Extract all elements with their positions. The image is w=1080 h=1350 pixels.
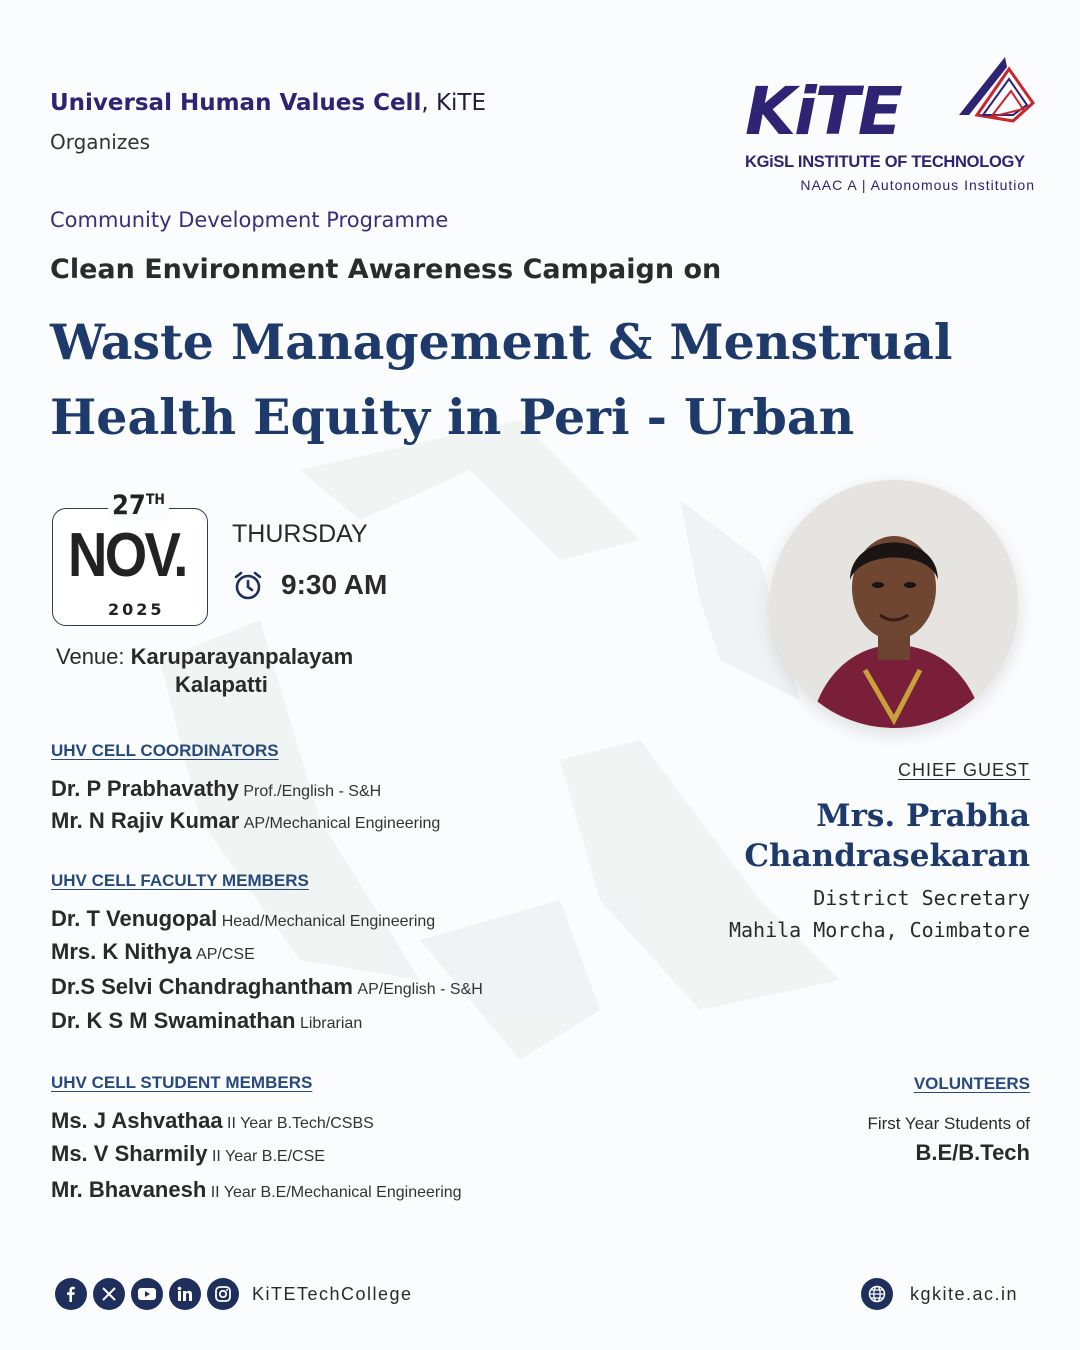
facebook-icon[interactable] (55, 1278, 87, 1310)
chief-guest-portrait (770, 480, 1018, 728)
programme-label: Community Development Programme (50, 208, 449, 232)
chief-guest-name-line2: Chandrasekaran (744, 838, 1030, 874)
person-role: AP/CSE (196, 946, 255, 963)
person-name: Mr. Bhavanesh (51, 1177, 207, 1202)
venue-line1: Karuparayanpalayam (130, 644, 354, 669)
date-day-number: 27 (112, 490, 146, 521)
instagram-icon[interactable] (207, 1278, 239, 1310)
website-link[interactable]: kgkite.ac.in (910, 1284, 1019, 1304)
organizer-line (50, 90, 486, 116)
coordinator-row (51, 776, 381, 802)
venue (56, 642, 353, 672)
students-heading: UHV CELL STUDENT MEMBERS (51, 1073, 313, 1092)
venue-label: Venue: (56, 644, 125, 669)
date-year: 2025 (102, 600, 171, 619)
logo-wordmark: KiTE (745, 73, 901, 150)
logo-institute-name: KGiSL INSTITUTE OF TECHNOLOGY (745, 153, 1025, 171)
alarm-clock-icon (232, 570, 264, 602)
event-title-line1: Waste Management & Menstrual (50, 313, 953, 371)
faculty-row (51, 906, 435, 932)
volunteers-heading: VOLUNTEERS (913, 1074, 1030, 1093)
coordinator-row (51, 808, 440, 834)
campaign-label: Clean Environment Awareness Campaign on (50, 254, 722, 285)
person-role: Prof./English - S&H (243, 783, 382, 800)
organizes-text: Organizes (50, 130, 151, 154)
linkedin-icon[interactable] (169, 1278, 201, 1310)
date-month: NOV. (68, 521, 186, 590)
venue-line2: Kalapatti (175, 672, 268, 697)
faculty-row (51, 939, 255, 965)
chief-guest-name-line1: Mrs. Prabha (816, 798, 1030, 834)
globe-icon[interactable] (861, 1278, 893, 1310)
social-icons (55, 1278, 239, 1310)
person-name: Mrs. K Nithya (51, 939, 192, 964)
social-handle[interactable]: KiTETechCollege (252, 1284, 413, 1304)
organizer-name: Universal Human Values Cell (50, 90, 422, 116)
event-time: 9:30 AM (281, 569, 388, 600)
chief-guest-name (744, 796, 1030, 876)
logo-accreditation: NAAC A | Autonomous Institution (800, 177, 1035, 193)
chief-guest-role-line2: Mahila Morcha, Coimbatore (728, 918, 1030, 942)
youtube-icon[interactable] (131, 1278, 163, 1310)
person-role: AP/Mechanical Engineering (243, 815, 441, 832)
person-role: II Year B.E/Mechanical Engineering (210, 1184, 462, 1201)
person-role: Head/Mechanical Engineering (221, 913, 436, 930)
faculty-row (51, 974, 483, 1000)
person-name: Dr. T Venugopal (51, 906, 218, 931)
student-row (51, 1141, 325, 1167)
person-role: II Year B.E/CSE (211, 1148, 325, 1165)
person-name: Dr. P Prabhavathy (51, 776, 239, 801)
volunteers-line1: First Year Students of (867, 1114, 1030, 1133)
student-row (51, 1108, 374, 1134)
organizer-suffix: , KiTE (421, 90, 487, 116)
person-name: Dr.S Selvi Chandraghantham (51, 974, 353, 999)
event-title (50, 305, 1010, 455)
person-name: Ms. J Ashvathaa (51, 1108, 223, 1133)
event-title-line2: Health Equity in Peri - Urban (50, 388, 855, 446)
person-role: Librarian (299, 1015, 363, 1032)
date-day (108, 490, 169, 521)
person-name: Dr. K S M Swaminathan (51, 1008, 296, 1033)
book-logo-icon (957, 55, 1035, 137)
kite-logo (745, 55, 1035, 200)
x-icon[interactable] (93, 1278, 125, 1310)
student-row (51, 1177, 462, 1203)
faculty-heading: UHV CELL FACULTY MEMBERS (51, 871, 309, 890)
volunteers-line2: B.E/B.Tech (915, 1140, 1030, 1165)
chief-guest-role-line1: District Secretary (813, 886, 1030, 910)
person-role: II Year B.Tech/CSBS (227, 1115, 374, 1132)
person-role: AP/English - S&H (357, 981, 483, 998)
person-name: Mr. N Rajiv Kumar (51, 808, 240, 833)
chief-guest-photo (770, 480, 1018, 728)
chief-guest-role (729, 882, 1030, 946)
chief-guest-label: CHIEF GUEST (897, 760, 1030, 780)
faculty-row (51, 1008, 362, 1034)
date-day-suffix: TH (145, 492, 165, 508)
person-name: Ms. V Sharmily (51, 1141, 208, 1166)
coordinators-heading: UHV CELL COORDINATORS (51, 741, 279, 760)
event-weekday: THURSDAY (232, 520, 368, 548)
